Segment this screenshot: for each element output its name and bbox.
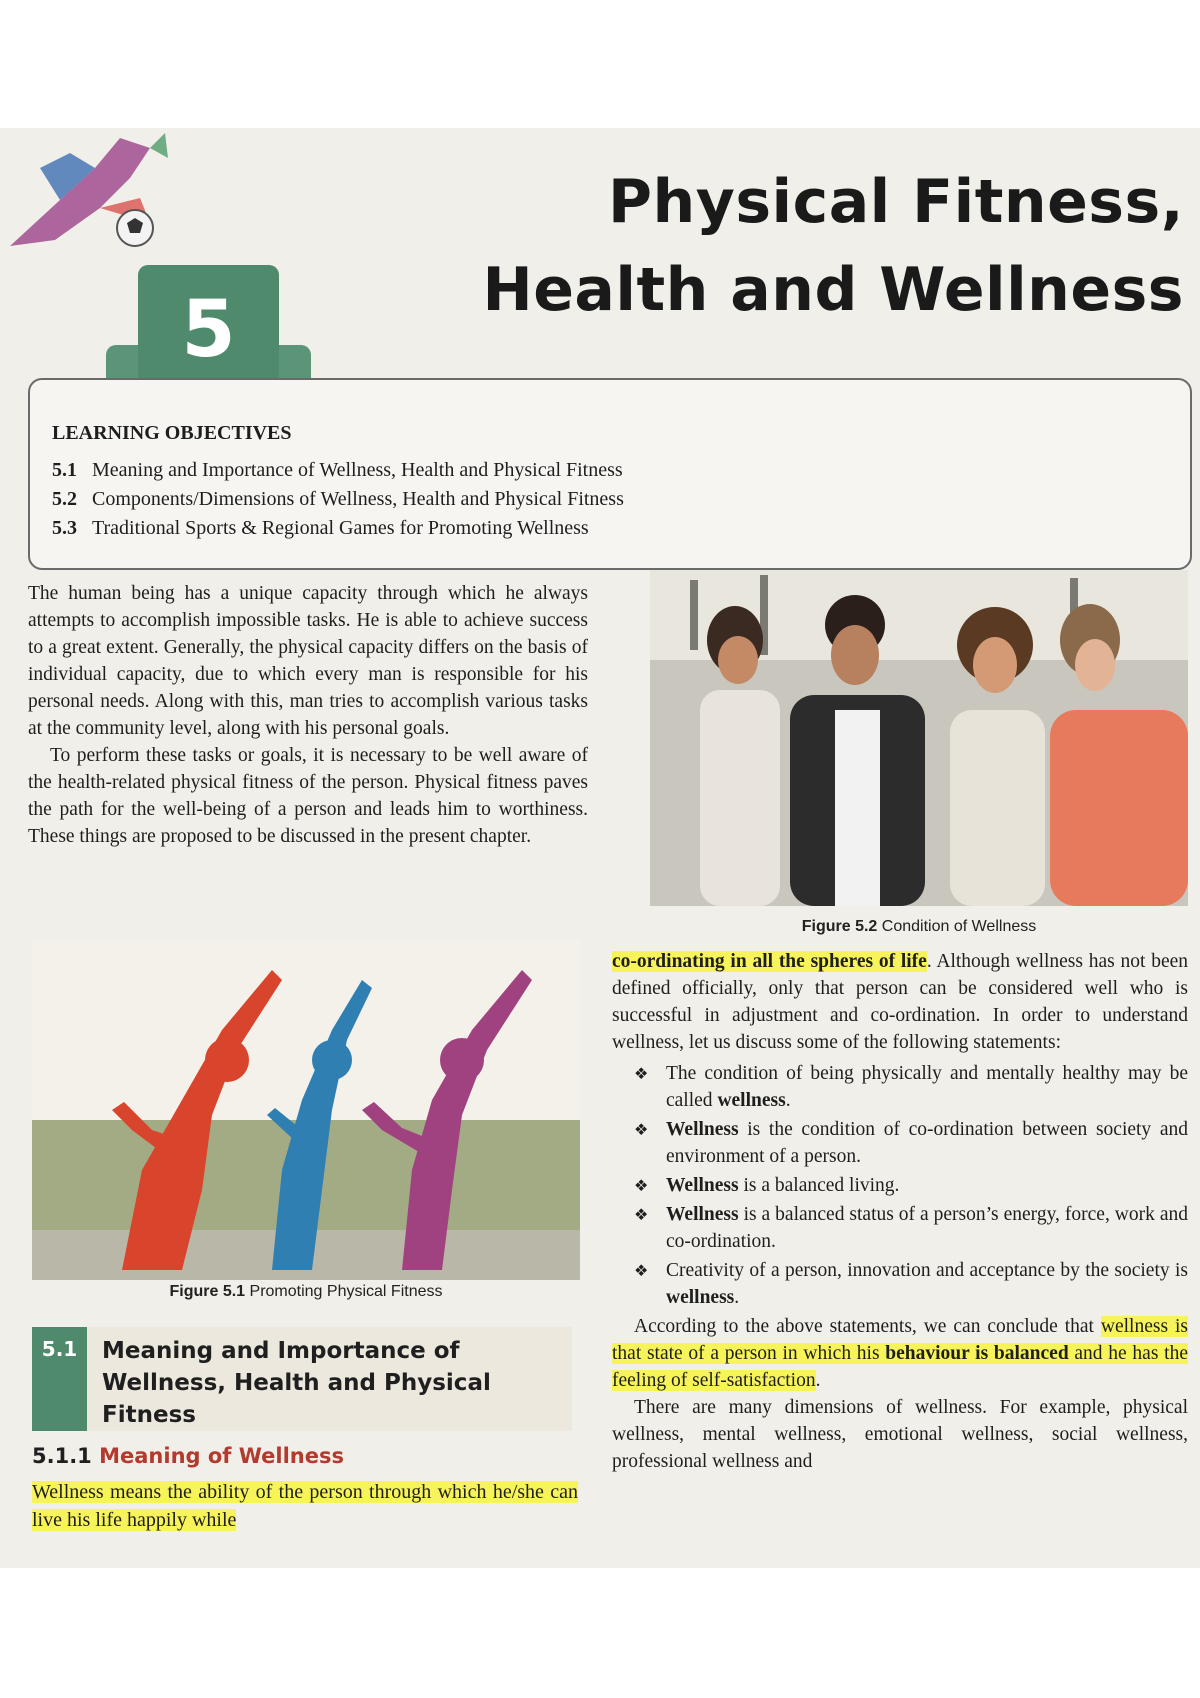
stretching-people-illustration (32, 940, 580, 1280)
conclusion-text: . (815, 1370, 821, 1391)
figure-caption-text: Condition of Wellness (881, 918, 1037, 935)
conclusion-highlight-text: and he has the feeling of self-satisfaction (612, 1343, 1188, 1391)
list-item (634, 1257, 1188, 1311)
diamond-bullet-icon: ❖ (634, 1205, 649, 1224)
chapter-title-line1: Physical Fitness, (608, 167, 1184, 237)
conclusion-highlight-bold: behaviour is balanced (885, 1343, 1069, 1364)
conclusion-paragraph (612, 1313, 1188, 1394)
learning-objectives-box (28, 378, 1192, 570)
group-of-friends-photo (650, 570, 1188, 906)
objective-item (52, 514, 624, 543)
section-title: Meaning and Importance of Wellness, Health and Physical Fitness (102, 1338, 491, 1428)
objective-item (52, 485, 624, 514)
conclusion-highlight-text: wellness is that state of a person in which his (612, 1316, 1188, 1364)
subsection-title: Meaning of Wellness (99, 1444, 344, 1468)
figure-label: Figure 5.1 (169, 1283, 246, 1300)
chapter-number-tab (106, 265, 311, 395)
wellness-definition (32, 1478, 578, 1534)
statement-keyword: Wellness (666, 1119, 739, 1140)
statement-text: . (785, 1090, 791, 1111)
diamond-bullet-icon: ❖ (634, 1120, 649, 1139)
figure-caption-text: Promoting Physical Fitness (249, 1283, 443, 1300)
statement-keyword: Wellness (666, 1175, 739, 1196)
list-item (634, 1116, 1188, 1170)
chapter-title (483, 158, 1185, 334)
wellness-explanation (612, 948, 1188, 1475)
statement-keyword: Wellness (666, 1204, 739, 1225)
lead-highlight: co-ordinating in all the spheres of life (612, 951, 927, 972)
figure-condition-of-wellness (650, 570, 1188, 906)
statement-keyword: wellness (717, 1090, 786, 1111)
list-item (634, 1201, 1188, 1255)
objective-text: Components/Dimensions of Wellness, Health and Physical Fitness (92, 488, 624, 510)
intro-text (28, 580, 588, 850)
statement-text: is the condition of co-ordination between society and environment of a person. (666, 1119, 1188, 1167)
footballer-illustration (0, 128, 170, 253)
figure-promoting-fitness (32, 940, 580, 1280)
lead-rest: . Although wellness has not been defined officially, only that person can be considered well who is successful in adjustment and co-ordination. In order to understand wellness, let us discuss some of the following statements: (612, 951, 1189, 1053)
conclusion-text: According to the above statements, we can conclude that (634, 1316, 1101, 1337)
objective-number: 5.1 (52, 459, 77, 481)
chapter-number: 5 (138, 265, 279, 395)
intro-paragraph-1: The human being has a unique capacity through which he always attempts to accomplish impossible tasks. He is able to achieve success to a great extent. Generally, the physical capacity differs on the basis of individual capacity, due to which every man is responsible for his personal needs. Along with this, man tries to accomplish various tasks at the community level, along with his personal goals. (28, 583, 588, 739)
statement-text: Creativity of a person, innovation and acceptance by the society is (666, 1260, 1188, 1281)
figure-5-2-caption (650, 918, 1188, 936)
diamond-bullet-icon: ❖ (634, 1176, 649, 1195)
wellness-statements-list (612, 1060, 1188, 1311)
diamond-bullet-icon: ❖ (634, 1261, 649, 1280)
lead-paragraph (612, 948, 1188, 1056)
statement-keyword: wellness (666, 1287, 735, 1308)
list-item (634, 1172, 1188, 1199)
objective-number: 5.2 (52, 488, 77, 510)
statement-text: . (734, 1287, 740, 1308)
objective-text: Traditional Sports & Regional Games for Promoting Wellness (92, 517, 589, 539)
dimensions-paragraph: There are many dimensions of wellness. For example, physical wellness, mental wellness, emotional wellness, social wellness, professional wellness and (612, 1397, 1188, 1472)
diamond-bullet-icon: ❖ (634, 1064, 649, 1083)
statement-text: is a balanced living. (738, 1175, 900, 1196)
statement-text: is a balanced status of a person’s energy, force, work and co-ordination. (666, 1204, 1188, 1252)
subsection-number: 5.1.1 (32, 1444, 92, 1468)
objective-item (52, 456, 624, 485)
objective-number: 5.3 (52, 517, 77, 539)
figure-5-1-caption (32, 1283, 580, 1301)
highlighted-definition: Wellness means the ability of the person through which he/she can live his life happily while (32, 1481, 578, 1531)
statement-text: The condition of being physically and mentally healthy may be called (666, 1063, 1188, 1111)
learning-objectives-heading: LEARNING OBJECTIVES (52, 422, 292, 444)
section-heading (32, 1327, 572, 1431)
subsection-heading (32, 1444, 344, 1468)
section-number: 5.1 (32, 1327, 87, 1431)
intro-paragraph-2: To perform these tasks or goals, it is necessary to be well aware of the health-related physical fitness of the person. Physical fitness paves the path for the well-being of a person and leads him to worthiness. These things are proposed to be discussed in the present chapter. (28, 745, 588, 847)
list-item (634, 1060, 1188, 1114)
chapter-title-line2: Health and Wellness (482, 255, 1184, 325)
objective-text: Meaning and Importance of Wellness, Health and Physical Fitness (92, 459, 623, 481)
learning-objectives-list (52, 456, 624, 543)
figure-label: Figure 5.2 (801, 918, 878, 935)
